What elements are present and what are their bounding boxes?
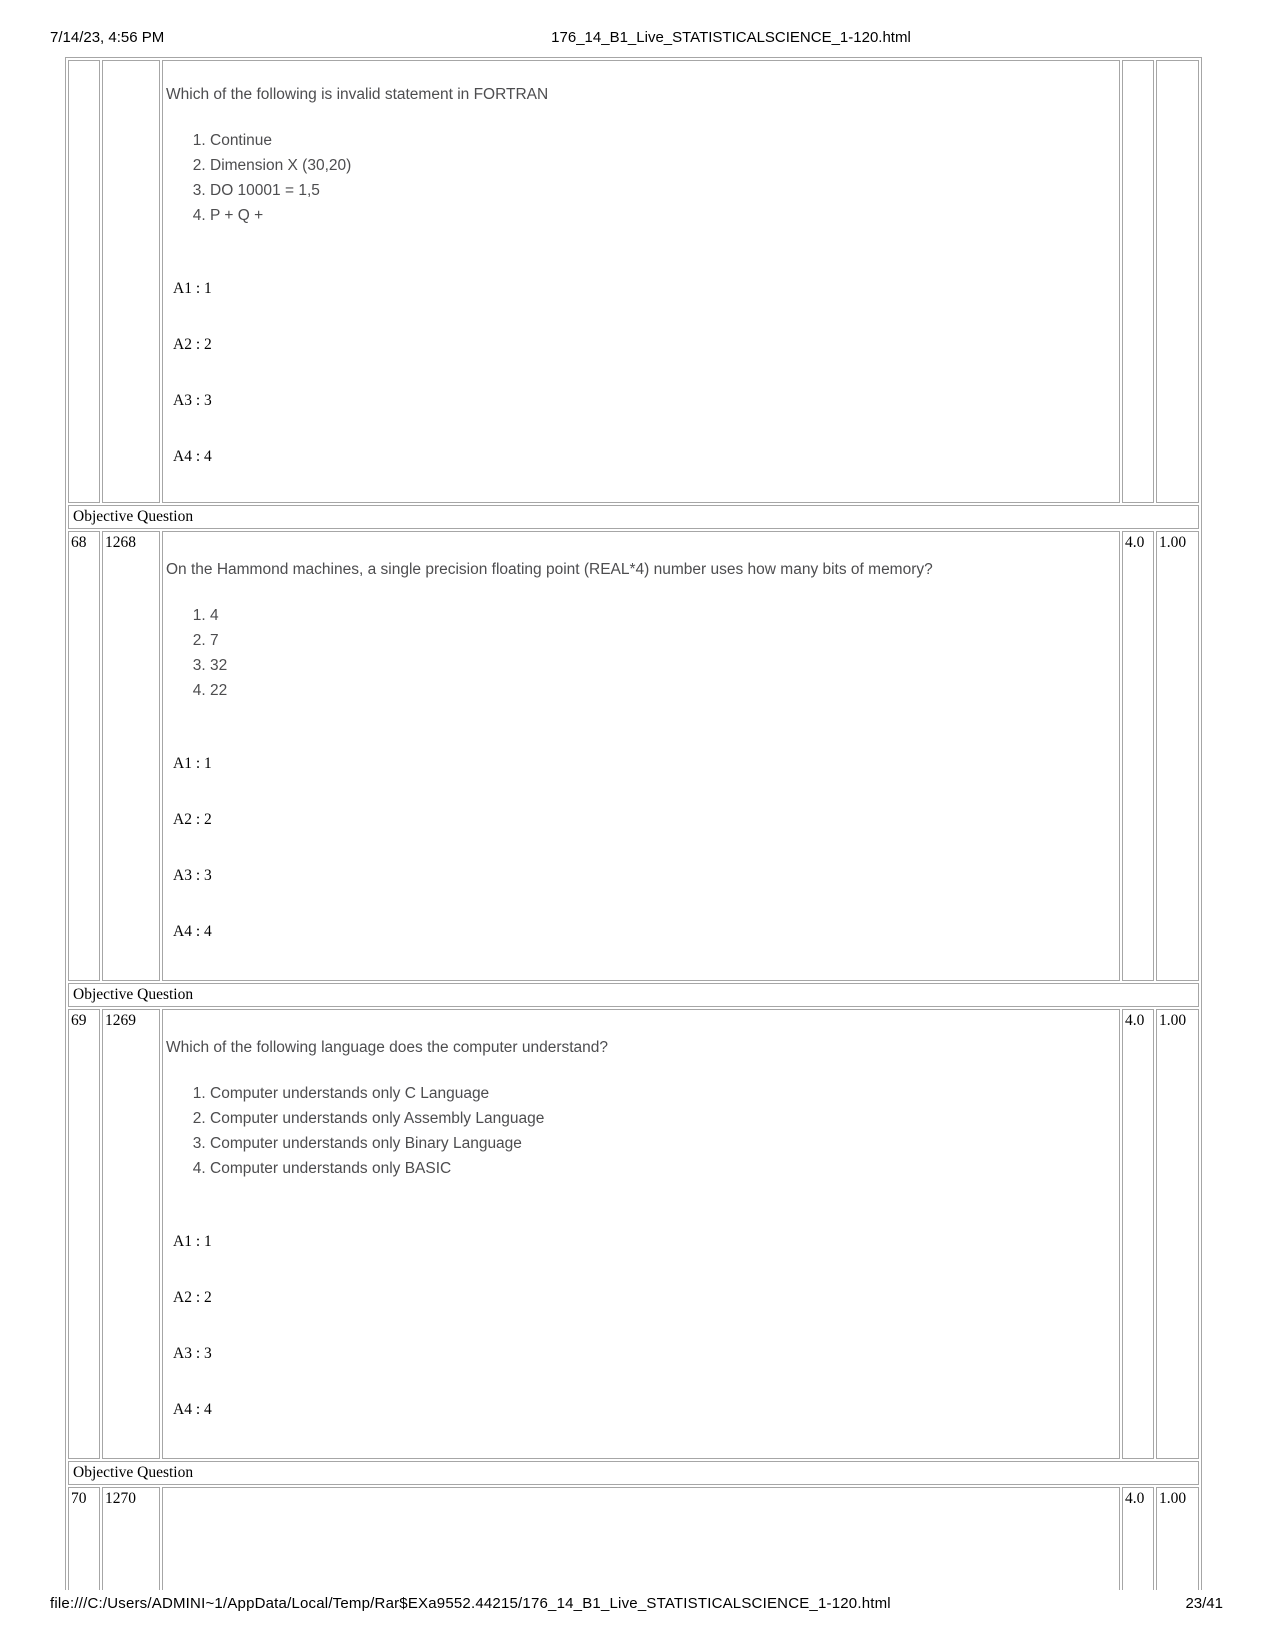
option-item: 1. 4: [210, 603, 1117, 628]
answers-block: [173, 755, 1117, 940]
options-list: [165, 1081, 1117, 1181]
answer-line: A3 : 3: [173, 392, 212, 409]
answer-line: A1 : 1: [173, 1233, 212, 1250]
option-item: 3. DO 10001 = 1,5: [210, 178, 1117, 203]
marks-cell: 4.0: [1122, 1009, 1154, 1459]
question-row-70: [68, 1487, 1199, 1590]
question-id-cell: 1270: [102, 1487, 160, 1590]
answer-line: A2 : 2: [173, 336, 212, 353]
answers-block: [173, 280, 1117, 465]
answer-line: A4 : 4: [173, 1401, 212, 1418]
answer-line: A4 : 4: [173, 448, 212, 465]
section-label-row: [68, 983, 1199, 1007]
answer-line: A1 : 1: [173, 755, 212, 772]
question-number-cell: 68: [68, 531, 100, 981]
question-row-68: [68, 531, 1199, 981]
weight-cell: 1.00: [1156, 1487, 1199, 1590]
footer-page-number: 23/41: [1185, 1595, 1223, 1612]
question-id-cell: [102, 60, 160, 503]
answers-block: [173, 1233, 1117, 1418]
answer-line: A2 : 2: [173, 811, 212, 828]
option-item: 3. Computer understands only Binary Language: [210, 1131, 1117, 1156]
answer-line: A3 : 3: [173, 1345, 212, 1362]
question-text: On the Hammond machines, a single precision floating point (REAL*4) number uses how many bits of memory?: [166, 561, 933, 578]
questions-table: [65, 57, 1202, 1590]
answer-line: A3 : 3: [173, 867, 212, 884]
weight-cell: 1.00: [1156, 1009, 1199, 1459]
question-content-cell: [162, 1487, 1120, 1590]
marks-cell: [1122, 60, 1154, 503]
weight-cell: 1.00: [1156, 531, 1199, 981]
option-item: 2. Dimension X (30,20): [210, 153, 1117, 178]
questions-table-clip: [65, 57, 1205, 1590]
answer-line: A2 : 2: [173, 1289, 212, 1306]
options-list: [165, 128, 1117, 228]
question-content-cell: [162, 531, 1120, 981]
weight-cell: [1156, 60, 1199, 503]
section-label-row: [68, 505, 1199, 529]
header-datetime: 7/14/23, 4:56 PM: [50, 29, 165, 46]
footer-file-path: file:///C:/Users/ADMINI~1/AppData/Local/Temp/Rar$EXa9552.44215/176_14_B1_Live_STATISTICALSCIENCE_1-120.html: [50, 1595, 891, 1612]
option-item: 4. Computer understands only BASIC: [210, 1156, 1117, 1181]
option-item: 2. 7: [210, 628, 1117, 653]
question-row-69: [68, 1009, 1199, 1459]
option-item: 1. Continue: [210, 128, 1117, 153]
question-text: Which of the following language does the computer understand?: [166, 1039, 609, 1056]
option-item: 1. Computer understands only C Language: [210, 1081, 1117, 1106]
option-item: 4. 22: [210, 678, 1117, 703]
question-id-cell: 1268: [102, 531, 160, 981]
marks-cell: 4.0: [1122, 1487, 1154, 1590]
answer-line: A1 : 1: [173, 280, 212, 297]
question-row-continued: [68, 60, 1199, 503]
question-text: Which of the following is invalid statement in FORTRAN: [166, 86, 549, 103]
section-label-row: [68, 1461, 1199, 1485]
answer-line: A4 : 4: [173, 923, 212, 940]
question-id-cell: 1269: [102, 1009, 160, 1459]
header-document-title: 176_14_B1_Live_STATISTICALSCIENCE_1-120.html: [551, 29, 911, 46]
option-item: 2. Computer understands only Assembly Language: [210, 1106, 1117, 1131]
question-content-cell: [162, 1009, 1120, 1459]
section-label: Objective Question: [68, 983, 1199, 1007]
question-number-cell: 70: [68, 1487, 100, 1590]
option-item: 3. 32: [210, 653, 1117, 678]
question-number-cell: 69: [68, 1009, 100, 1459]
options-list: [165, 603, 1117, 703]
option-item: 4. P + Q +: [210, 203, 1117, 228]
section-label: Objective Question: [68, 1461, 1199, 1485]
question-content-cell: [162, 60, 1120, 503]
marks-cell: 4.0: [1122, 531, 1154, 981]
question-number-cell: [68, 60, 100, 503]
section-label: Objective Question: [68, 505, 1199, 529]
